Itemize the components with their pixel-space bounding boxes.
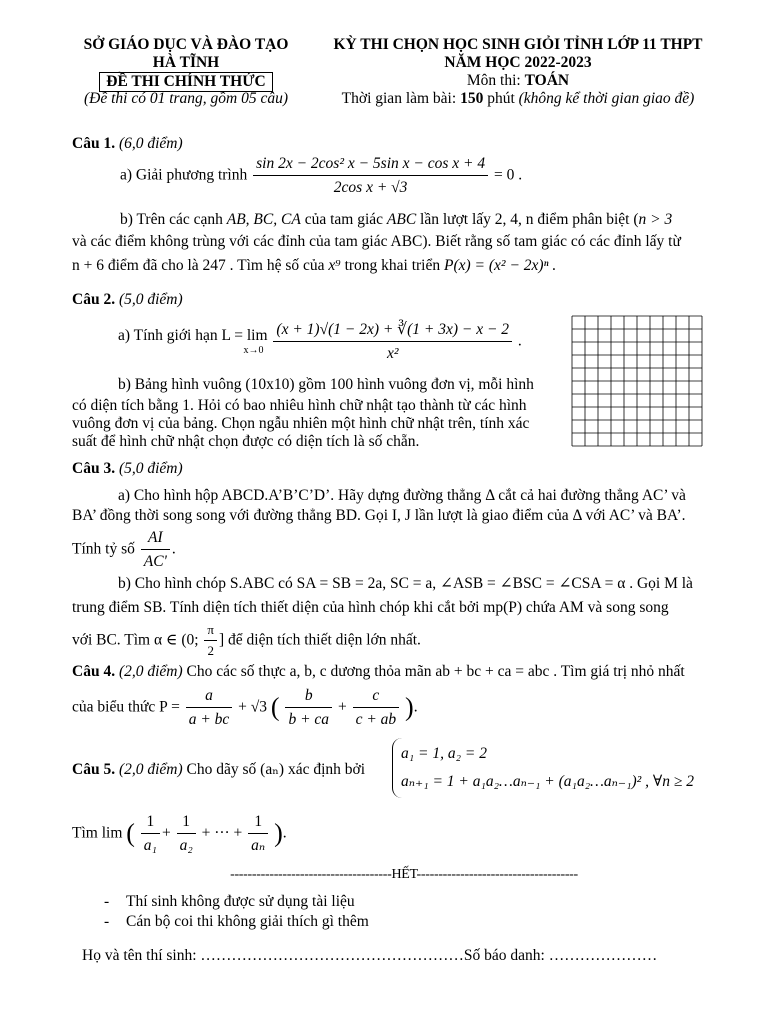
q5-term1 [141, 812, 160, 856]
q3a-line3 [72, 528, 176, 572]
q5-limit: Tìm lim ( $\frac{1}{\text{a₁}}$ + $\frac{1}{\text{a₂}}$ + ··· + $\frac{1}{\text{aₙ}}$ ). [72, 813, 287, 855]
q4-frac2-den: b + ca [288, 711, 330, 729]
q4-frac1-num: a [186, 686, 233, 708]
q5-heading [72, 760, 365, 779]
q4-frac1 [186, 686, 233, 730]
q5-term1-num: 1 [141, 812, 160, 834]
q1a-text: a) Giải phương trình [120, 166, 248, 184]
candidate-name-field[interactable]: …………………………………………… [200, 947, 464, 964]
q4-statement: Cho các số thực a, b, c dương thỏa mãn ab + bc + ca = abc . Tìm giá trị nhỏ nhất [186, 663, 685, 680]
q5-recurrence: aₙ₊₁ = 1 + a₁a₂…aₙ₋₁ + (a₁a₂…aₙ₋₁)² , ∀n ≥ 2 [401, 773, 695, 790]
q4-points: (2,0 điểm) [118, 663, 183, 680]
q1b-polynomial: P(x) = (x² − 2x)ⁿ . [444, 257, 557, 274]
exam-title: KỲ THI CHỌN HỌC SINH GIỎI TỈNH LỚP 11 THPT [333, 36, 703, 53]
q5-term3 [248, 812, 268, 856]
grid-10x10-figure [571, 315, 703, 447]
q3-points: (5,0 điểm) [118, 460, 183, 477]
q4-line1 [72, 662, 685, 681]
q1a-denominator: 2cos x + √3 [333, 179, 408, 197]
candidate-name-label: Họ và tên thí sinh: [82, 947, 197, 964]
q4-plus: + [337, 698, 347, 716]
q3b-find-text: với BC. Tìm α ∈ [72, 631, 178, 649]
official-exam-badge: ĐỀ THI CHÍNH THỨC [99, 72, 272, 92]
q1b-edges: AB, BC, CA [226, 211, 301, 228]
q2b-line3: vuông đơn vị của bảng. Chọn ngẫu nhiên một hình chữ nhật trên, tính xác [72, 415, 530, 432]
q4-frac3-num: c [353, 686, 400, 708]
q3-title: Câu 3. [72, 460, 116, 477]
q1b-triangle: ABC [386, 211, 417, 228]
time-line [318, 90, 718, 108]
q3b-goal-text: để diện tích thiết diện lớn nhất. [228, 631, 421, 649]
q4-plus-sqrt3: + √3 [238, 698, 268, 716]
q5-lim-text: Tìm lim [72, 824, 123, 842]
q1b-line1 [120, 210, 672, 229]
q2a-numerator: (x + 1)√(1 − 2x) + ∛(1 + 3x) − x − 2 [273, 320, 512, 342]
q5-term3-num: 1 [248, 812, 268, 834]
q4-frac1-den: a + bc [188, 711, 230, 729]
q3b-pi: π [204, 622, 217, 641]
q3b-line2: trung điểm SB. Tính diện tích thiết diện của hình chóp khi cắt bởi mp(P) chứa AM và song song [72, 599, 669, 616]
q5-points: (2,0 điểm) [118, 761, 183, 778]
q1-points: (6,0 điểm) [118, 135, 183, 152]
q1b-text-mid: của tam giác [304, 211, 384, 228]
q2-title: Câu 2. [72, 291, 116, 308]
q3b-two: 2 [207, 643, 214, 659]
header-right [318, 36, 718, 108]
q4-frac3-den: c + ab [355, 711, 397, 729]
q4-title: Câu 4. [72, 663, 116, 680]
q4-expression: của biểu thức P = $\frac{a}{a + bc}$ + √3 ( $\frac{b}{b + ca}$ + $\frac{c}{c + ab}$ ). [72, 687, 418, 729]
q3b-interval-left: (0; [181, 631, 199, 649]
q1b-line3 [72, 256, 556, 275]
q1b-line2: và các điểm không trùng với các đỉnh của tam giác ABC). Biết rằng số tam giác có các đỉnh lấy từ [72, 233, 681, 250]
q1a-fraction [253, 154, 488, 198]
q1-heading [72, 134, 183, 153]
q4-expr-label: của biểu thức P = [72, 698, 180, 716]
candidate-info [82, 946, 657, 965]
q5-statement: Cho dãy số (aₙ) xác định bởi [186, 761, 366, 778]
subject-value: TOÁN [524, 72, 570, 89]
note-2-text: Cán bộ coi thi không giải thích gì thêm [126, 913, 369, 930]
q5-initial-values: a₁ = 1, a₂ = 2 [401, 745, 487, 762]
q3a-denominator: AC' [143, 553, 167, 571]
q5-term2 [177, 812, 196, 856]
unit-square-grid [571, 315, 703, 447]
q1-title: Câu 1. [72, 135, 116, 152]
q4-frac2-num: b [285, 686, 332, 708]
q5-term1-den: a₁ [143, 837, 157, 855]
note-2: - Cán bộ coi thi không giải thích gì thêm [104, 913, 369, 930]
q4-frac2 [285, 686, 332, 730]
q5-dots: + ··· + [201, 824, 243, 842]
note-1-text: Thí sinh không được sử dụng tài liệu [126, 893, 355, 910]
time-value: 150 [460, 90, 484, 107]
q1b-expansion-text: trong khai triển [344, 257, 441, 274]
q1b-points-text: n + 6 điểm đã cho là 247 . Tìm hệ số của [72, 257, 325, 274]
q3-heading [72, 459, 183, 478]
q2a-fraction [273, 320, 512, 364]
end-marker-text: -------------------------------------HẾT------------------------------------- [230, 867, 578, 882]
q5-term2-num: 1 [177, 812, 196, 834]
q2a-denominator: x² [386, 345, 399, 363]
q1a-rhs: = 0 . [494, 166, 523, 184]
q5-system [392, 738, 694, 798]
end-marker [192, 866, 616, 884]
q4-end: . [413, 698, 418, 716]
q3b-interval-right: ] [219, 631, 225, 649]
q2b-line1: b) Bảng hình vuông (10x10) gồm 100 hình vuông đơn vị, mỗi hình [118, 376, 534, 393]
pages-note: (Đề thi có 01 trang, gồm 05 câu) [83, 90, 289, 107]
q1b-text-post: lần lượt lấy 2, 4, n điểm phân biệt ( [420, 211, 639, 228]
subject-label: Môn thi: [466, 72, 521, 89]
province-name: HÀ TĨNH [152, 54, 220, 71]
note-1: - Thí sinh không được sử dụng tài liệu [104, 893, 355, 910]
q5-term2-den: a₂ [179, 837, 193, 855]
q5-recurrence-system [392, 738, 694, 798]
q2b-line2: có diện tích bằng 1. Hỏi có bao nhiêu hình chữ nhật tạo thành từ các hình [72, 397, 527, 414]
time-label: Thời gian làm bài: [341, 90, 457, 107]
subject-line [318, 72, 718, 90]
q4-frac3 [353, 686, 400, 730]
q5-term3-den: aₙ [251, 837, 266, 855]
time-note: (không kể thời gian giao đề) [518, 90, 695, 107]
q3b-pi-half [204, 622, 217, 660]
q1b-power: x⁹ [328, 257, 341, 274]
candidate-number-label: Số báo danh: [463, 947, 545, 964]
q3b-line1: b) Cho hình chóp S.ABC có SA = SB = 2a, SC = a, ∠ASB = ∠BSC = ∠CSA = α . Gọi M là [118, 575, 693, 592]
school-year: NĂM HỌC 2022-2023 [444, 54, 592, 71]
q3a-line1: a) Cho hình hộp ABCD.A’B’C’D’. Hãy dựng đường thẳng Δ cắt cả hai đường thẳng AC’ và [118, 487, 686, 504]
q1b-condition: n > 3 [638, 211, 673, 228]
time-unit: phút [487, 90, 515, 107]
department-name: SỞ GIÁO DỤC VÀ ĐÀO TẠO [83, 36, 289, 53]
q2-points: (5,0 điểm) [118, 291, 183, 308]
q1a-equation [120, 154, 522, 198]
q2b-line4: suất để hình chữ nhật chọn được có diện tích là số chẵn. [72, 433, 420, 450]
header-left [72, 36, 300, 108]
q3a-fraction [141, 528, 170, 572]
q2-heading [72, 290, 183, 309]
q5-title: Câu 5. [72, 761, 116, 778]
candidate-number-field[interactable]: ………………… [548, 947, 658, 964]
q2a-limit-sub: x→0 [243, 345, 264, 357]
q2a-dot: . [517, 332, 522, 350]
q2a-limit [118, 320, 522, 364]
q1a-numerator: sin 2x − 2cos² x − 5sin x − cos x + 4 [253, 154, 488, 176]
q5-lim-end: . [282, 824, 287, 842]
q1b-text-pre: b) Trên các cạnh [120, 211, 223, 228]
q3b-line3 [72, 622, 421, 660]
q3a-line2: BA’ đồng thời song song với đường thẳng BD. Gọi I, J lần lượt là giao điểm của Δ với AC’ và BA’. [72, 507, 686, 524]
q3a-ratio-text: Tính tỷ số [72, 540, 135, 558]
q3a-numerator: AI [141, 528, 170, 550]
q3a-dot: . [171, 540, 176, 558]
q2a-text: a) Tính giới hạn L = lim [118, 326, 268, 344]
